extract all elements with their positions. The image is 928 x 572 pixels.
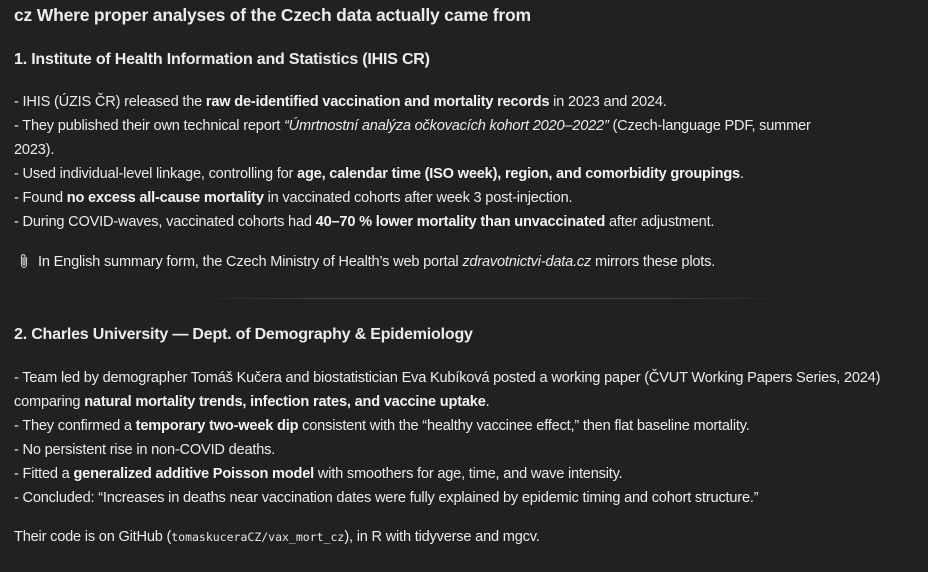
- list-item: - No persistent rise in non-COVID deaths.: [14, 442, 276, 458]
- section-1-heading: 1. Institute of Health Information and Statistics (IHIS CR): [14, 51, 430, 68]
- list-item: - They confirmed a temporary two-week dip consistent with the “healthy vaccinee effect,” then flat baseline mortality.: [14, 418, 750, 434]
- page-title-text: Where proper analyses of the Czech data actually came from: [36, 5, 531, 25]
- list-item: - They published their own technical report “Úmrtnostní analýza očkovacích kohort 2020–2022” (Czech-language PDF, summer 2023).: [14, 118, 811, 158]
- section-divider: [190, 298, 790, 299]
- github-repo: tomaskuceraCZ/vax_mort_cz: [171, 530, 345, 544]
- list-item: - Team led by demographer Tomáš Kučera and biostatistician Eva Kubíková posted a working paper (ČVUT Working Papers Series, 2024) comparing natural mortality trends, infection rates, and vaccine uptake.: [14, 370, 881, 410]
- section-1-list: [14, 90, 814, 234]
- section-2-heading: 2. Charles University — Dept. of Demography & Epidemiology: [14, 326, 473, 343]
- list-item: - Found no excess all-cause mortality in vaccinated cohorts after week 3 post-injection.: [14, 190, 573, 206]
- list-item: - IHIS (ÚZIS ČR) released the raw de-identified vaccination and mortality records in 2023 and 2024.: [14, 94, 667, 110]
- list-item: - During COVID-waves, vaccinated cohorts had 40–70 % lower mortality than unvaccinated after adjustment.: [14, 214, 715, 230]
- source-note: In English summary form, the Czech Ministry of Health’s web portal zdravotnictvi-data.cz mirrors these plots.: [14, 251, 715, 276]
- section-2-list: [14, 366, 926, 510]
- page-title: [14, 4, 531, 26]
- list-item: - Fitted a generalized additive Poisson model with smoothers for age, time, and wave intensity.: [14, 466, 623, 482]
- code-note: Their code is on GitHub (tomaskuceraCZ/vax_mort_cz), in R with tidyverse and mgcv.: [14, 529, 540, 545]
- list-item: - Concluded: “Increases in deaths near vaccination dates were fully explained by epidemic timing and cohort structure.”: [14, 490, 759, 506]
- country-flag-label: cz: [14, 5, 33, 25]
- paperclip-icon: [18, 253, 34, 276]
- list-item: - Used individual-level linkage, controlling for age, calendar time (ISO week), region, and comorbidity groupings.: [14, 166, 744, 182]
